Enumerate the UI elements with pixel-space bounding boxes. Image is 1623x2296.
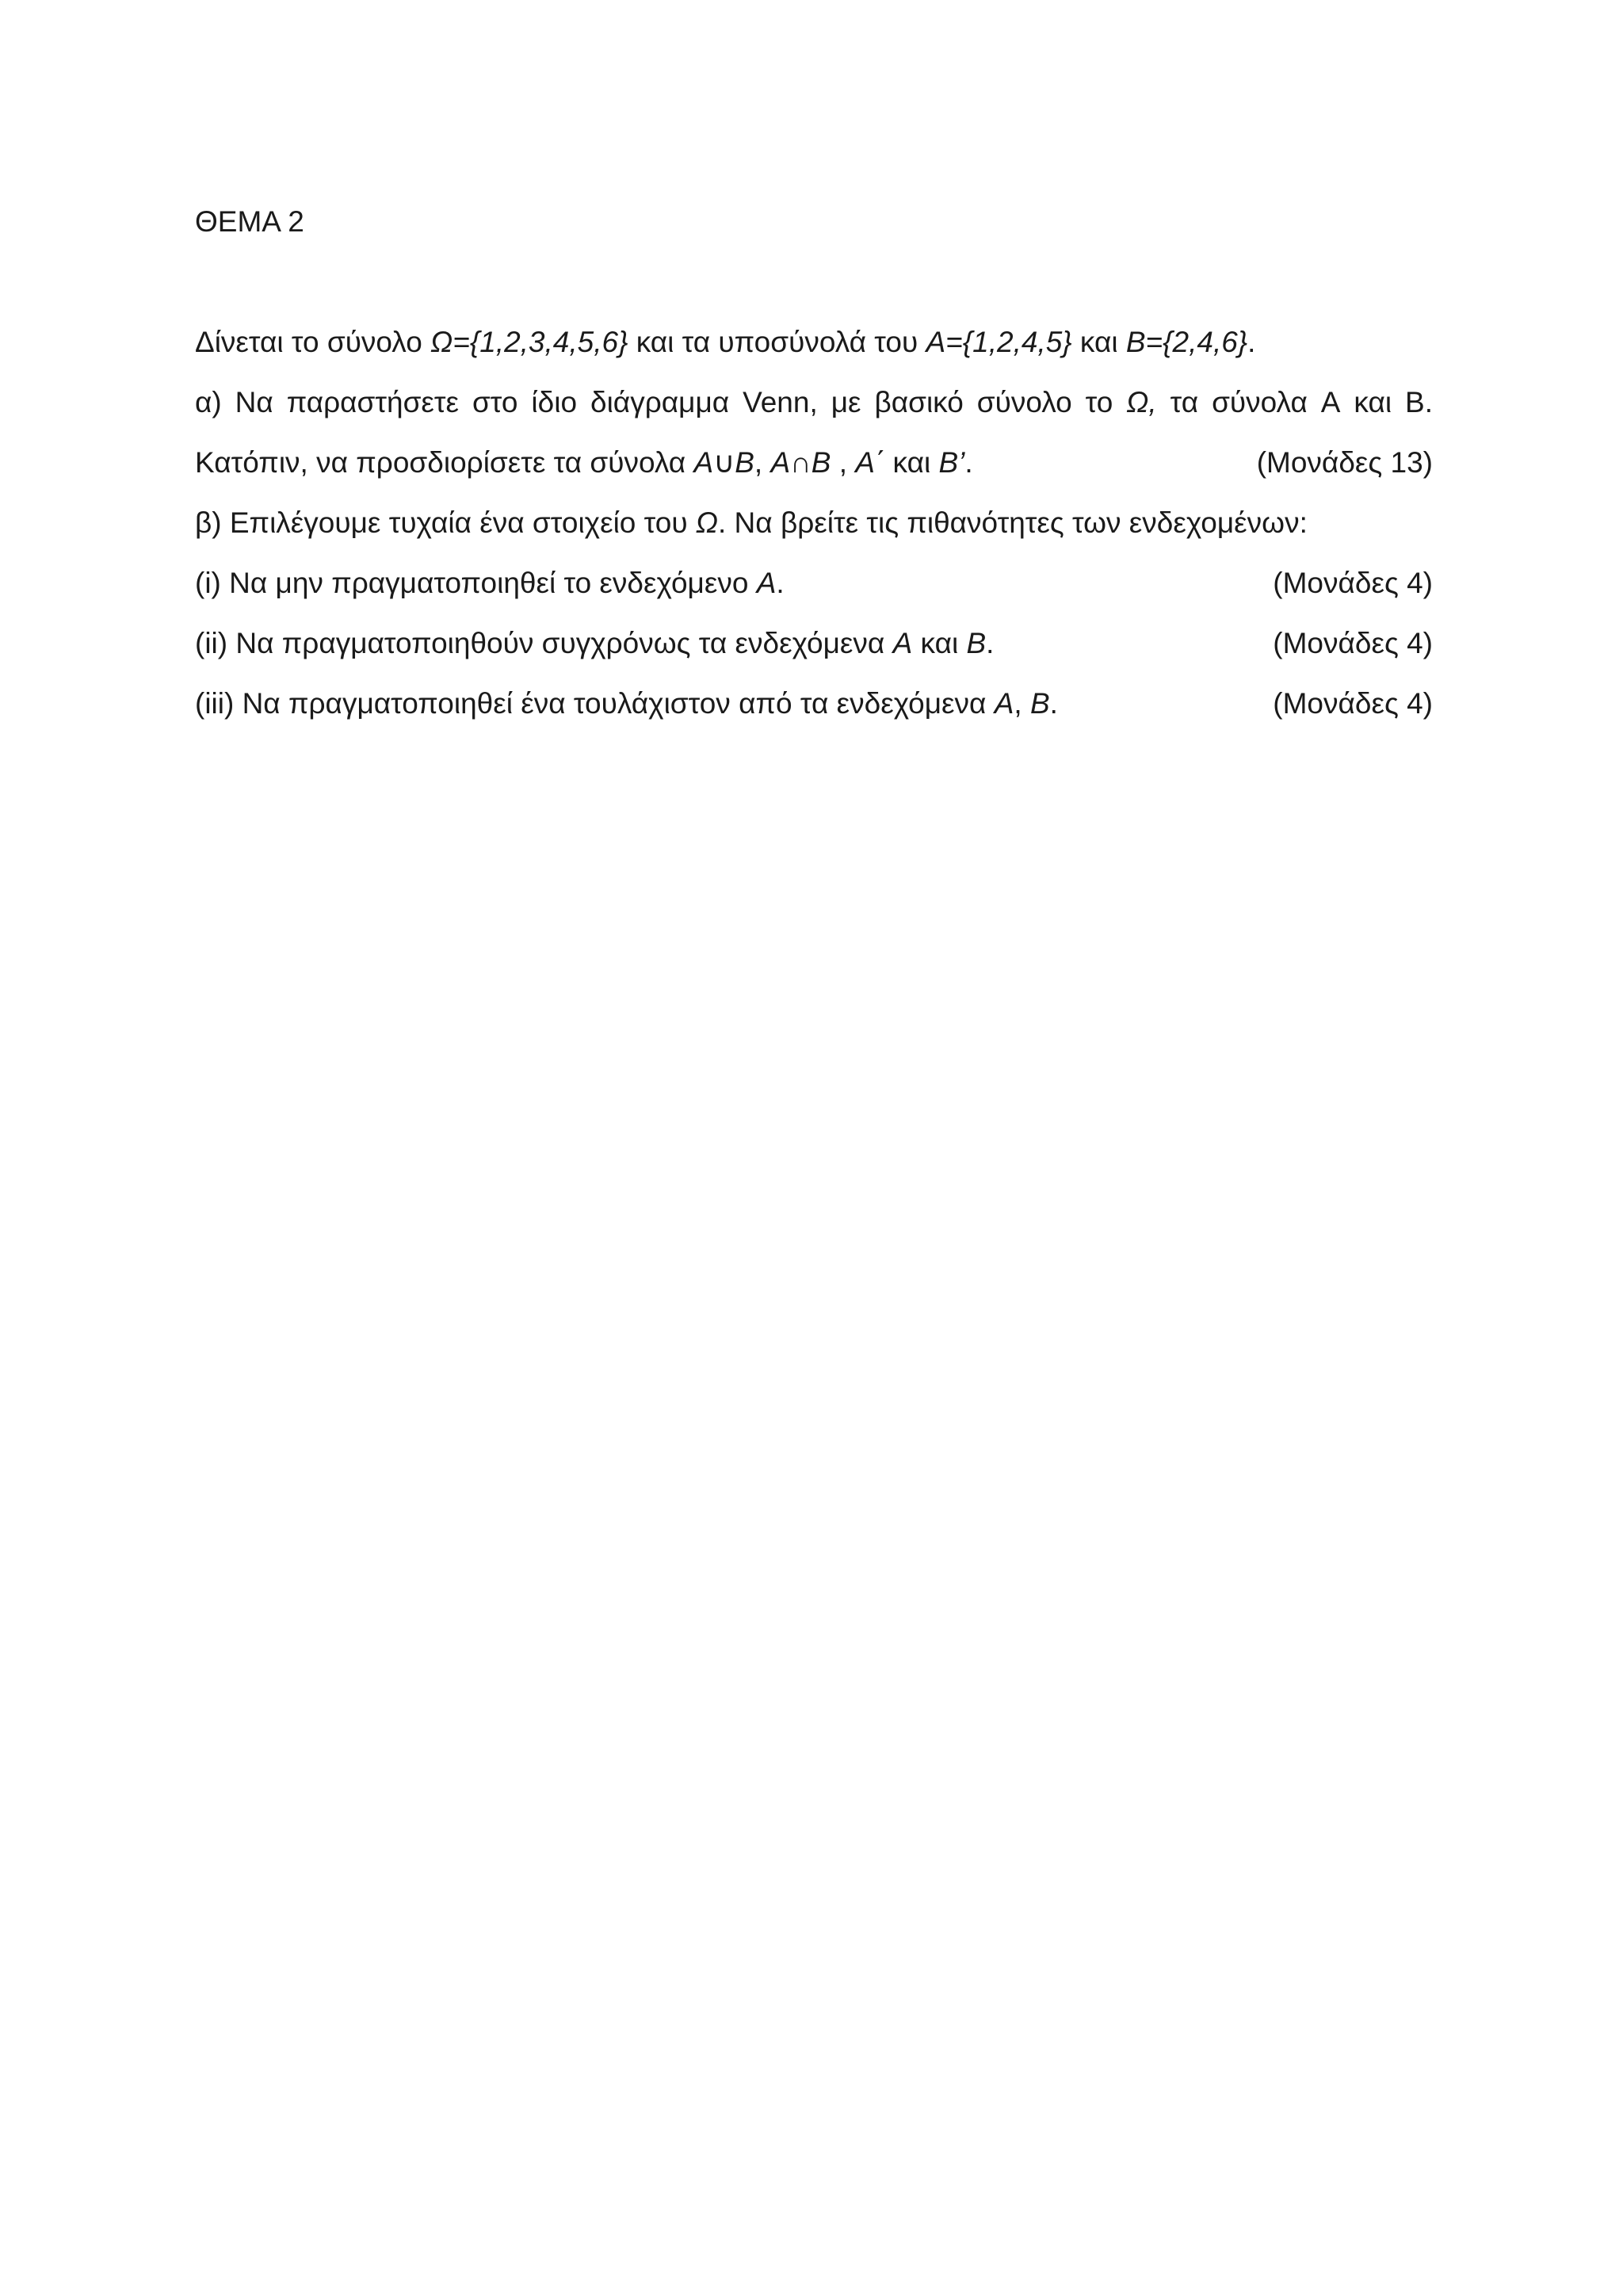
exercise-title: ΘΕΜΑ 2 (195, 205, 304, 238)
connector: , (1014, 687, 1030, 720)
part-a-line-2 (195, 442, 1433, 483)
period: . (986, 627, 995, 659)
period: . (964, 446, 973, 479)
item-prefix: (i) Να μην πραγματοποιηθεί το ενδεχόμενο (195, 567, 757, 599)
intro-text-3: και (1071, 326, 1126, 358)
intro-line (195, 322, 1433, 363)
word: σύνολο (976, 386, 1072, 418)
event-b: Β (1029, 687, 1050, 720)
intro-text-4: . (1247, 326, 1256, 358)
word: σύνολα (1212, 386, 1308, 418)
item-ii (195, 623, 1433, 664)
intro-text-1: Δίνεται το σύνολο (195, 326, 431, 358)
word: τα (1170, 386, 1199, 418)
word: Β. (1405, 386, 1433, 418)
word: Να (235, 386, 273, 418)
item-text (195, 623, 994, 664)
part-a-question (195, 442, 973, 483)
word: το (1085, 386, 1113, 418)
word: βασικό (874, 386, 964, 418)
item-points: (Μονάδες 4) (1273, 627, 1433, 659)
comma: , (754, 446, 771, 479)
word: παραστήσετε (286, 386, 460, 418)
part-a-text: Κατόπιν, να προσδιορίσετε τα σύνολα (195, 446, 694, 479)
word: Venn, (743, 386, 818, 418)
word: και (1354, 386, 1392, 418)
item-prefix: (ii) Να πραγματοποιηθούν συγχρόνως τα ενδεχόμενα (195, 627, 893, 659)
connector: και (912, 627, 967, 659)
a-complement-expr: A΄ (855, 446, 885, 479)
word: ίδιο (531, 386, 578, 418)
part-a-points: (Μονάδες 13) (1256, 446, 1433, 479)
part-b-line (195, 502, 1433, 544)
word: με (831, 386, 861, 418)
item-text (195, 683, 1058, 724)
comma: , (831, 446, 856, 479)
b-set: B={2,4,6} (1125, 326, 1248, 358)
event-a: Α (892, 627, 913, 659)
item-points: (Μονάδες 4) (1273, 567, 1433, 599)
period: . (776, 567, 785, 599)
word: Ω, (1126, 386, 1157, 418)
intro-text-2: και τα υποσύνολά του (628, 326, 926, 358)
item-iii (195, 683, 1433, 724)
event-a: Α (756, 567, 777, 599)
b-complement-expr: B’ (938, 446, 965, 479)
omega-symbol: Ω (695, 506, 718, 539)
word: διάγραμμα (590, 386, 730, 418)
item-i (195, 563, 1433, 604)
word: στο (472, 386, 518, 418)
omega-set: Ω={1,2,3,4,5,6} (430, 326, 628, 358)
item-points: (Μονάδες 4) (1273, 687, 1433, 720)
union-expr: A∪B (693, 446, 754, 479)
event-a: Α (994, 687, 1014, 720)
item-text (195, 563, 785, 604)
intersection-expr: A∩B (770, 446, 831, 479)
event-b: Β (966, 627, 987, 659)
part-a-line-1 (195, 382, 1433, 423)
word: α) (195, 386, 222, 418)
a-set: A={1,2,4,5} (926, 326, 1072, 358)
and-word: και (884, 446, 939, 479)
part-b-text-1: β) Επιλέγουμε τυχαία ένα στοιχείο του (195, 506, 696, 539)
word: Α (1320, 386, 1341, 418)
item-prefix: (iii) Να πραγματοποιηθεί ένα τουλάχιστον από τα ενδεχόμενα (195, 687, 995, 720)
period: . (1049, 687, 1058, 720)
part-b-text-2: . Να βρείτε τις πιθανότητες των ενδεχομένων: (718, 506, 1308, 539)
